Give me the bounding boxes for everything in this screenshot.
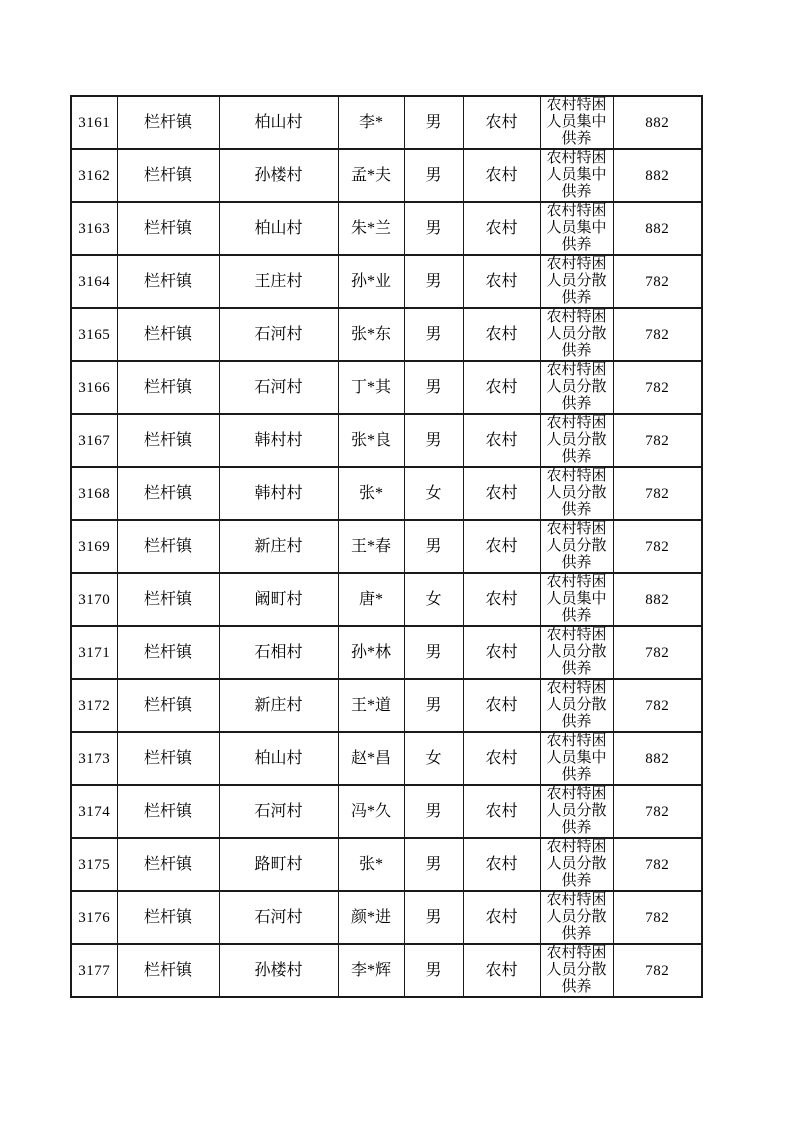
- cell-sequence-number: 3172: [71, 679, 117, 732]
- cell-person-name: 李*: [338, 96, 404, 149]
- cell-assistance-category: 农村特困人员分散供养: [540, 626, 613, 679]
- cell-assistance-category: 农村特困人员分散供养: [540, 785, 613, 838]
- table-row: [71, 520, 702, 573]
- table-row: [71, 149, 702, 202]
- table-row: [71, 891, 702, 944]
- cell-village: 石河村: [219, 891, 338, 944]
- cell-person-name: 赵*昌: [338, 732, 404, 785]
- table-row: [71, 679, 702, 732]
- cell-residence-type: 农村: [463, 467, 540, 520]
- cell-town: 栏杆镇: [117, 467, 219, 520]
- cell-residence-type: 农村: [463, 732, 540, 785]
- cell-sequence-number: 3164: [71, 255, 117, 308]
- cell-amount: 882: [613, 149, 702, 202]
- cell-village: 柏山村: [219, 96, 338, 149]
- cell-assistance-category: 农村特困人员分散供养: [540, 679, 613, 732]
- table-row: [71, 414, 702, 467]
- cell-residence-type: 农村: [463, 838, 540, 891]
- cell-village: 石河村: [219, 308, 338, 361]
- cell-assistance-category: 农村特困人员集中供养: [540, 96, 613, 149]
- cell-gender: 男: [404, 785, 463, 838]
- cell-residence-type: 农村: [463, 149, 540, 202]
- cell-gender: 男: [404, 944, 463, 997]
- cell-town: 栏杆镇: [117, 679, 219, 732]
- cell-village: 阚町村: [219, 573, 338, 626]
- cell-village: 石河村: [219, 361, 338, 414]
- table-row: [71, 785, 702, 838]
- cell-town: 栏杆镇: [117, 96, 219, 149]
- cell-person-name: 孙*林: [338, 626, 404, 679]
- cell-assistance-category: 农村特困人员分散供养: [540, 308, 613, 361]
- cell-amount: 782: [613, 944, 702, 997]
- cell-residence-type: 农村: [463, 626, 540, 679]
- cell-gender: 男: [404, 626, 463, 679]
- table-body: [71, 96, 702, 997]
- cell-gender: 男: [404, 308, 463, 361]
- cell-residence-type: 农村: [463, 308, 540, 361]
- cell-sequence-number: 3170: [71, 573, 117, 626]
- table-row: [71, 573, 702, 626]
- cell-person-name: 朱*兰: [338, 202, 404, 255]
- cell-sequence-number: 3175: [71, 838, 117, 891]
- cell-town: 栏杆镇: [117, 626, 219, 679]
- cell-amount: 782: [613, 361, 702, 414]
- cell-sequence-number: 3168: [71, 467, 117, 520]
- table-row: [71, 944, 702, 997]
- cell-town: 栏杆镇: [117, 785, 219, 838]
- cell-assistance-category: 农村特困人员分散供养: [540, 891, 613, 944]
- cell-town: 栏杆镇: [117, 202, 219, 255]
- cell-person-name: 丁*其: [338, 361, 404, 414]
- cell-residence-type: 农村: [463, 255, 540, 308]
- cell-amount: 882: [613, 732, 702, 785]
- cell-residence-type: 农村: [463, 96, 540, 149]
- cell-person-name: 孟*夫: [338, 149, 404, 202]
- cell-town: 栏杆镇: [117, 149, 219, 202]
- cell-assistance-category: 农村特困人员分散供养: [540, 361, 613, 414]
- cell-person-name: 张*东: [338, 308, 404, 361]
- cell-amount: 782: [613, 785, 702, 838]
- cell-village: 柏山村: [219, 732, 338, 785]
- cell-person-name: 唐*: [338, 573, 404, 626]
- cell-sequence-number: 3161: [71, 96, 117, 149]
- cell-town: 栏杆镇: [117, 520, 219, 573]
- cell-village: 柏山村: [219, 202, 338, 255]
- cell-village: 石河村: [219, 785, 338, 838]
- cell-residence-type: 农村: [463, 414, 540, 467]
- cell-town: 栏杆镇: [117, 838, 219, 891]
- cell-sequence-number: 3163: [71, 202, 117, 255]
- cell-town: 栏杆镇: [117, 308, 219, 361]
- cell-assistance-category: 农村特困人员分散供养: [540, 414, 613, 467]
- table-row: [71, 838, 702, 891]
- cell-amount: 782: [613, 891, 702, 944]
- cell-sequence-number: 3176: [71, 891, 117, 944]
- cell-person-name: 王*春: [338, 520, 404, 573]
- cell-residence-type: 农村: [463, 573, 540, 626]
- cell-person-name: 张*: [338, 838, 404, 891]
- cell-gender: 男: [404, 361, 463, 414]
- cell-sequence-number: 3174: [71, 785, 117, 838]
- cell-village: 韩村村: [219, 414, 338, 467]
- cell-sequence-number: 3169: [71, 520, 117, 573]
- cell-assistance-category: 农村特困人员集中供养: [540, 202, 613, 255]
- cell-village: 新庄村: [219, 679, 338, 732]
- cell-amount: 782: [613, 838, 702, 891]
- cell-town: 栏杆镇: [117, 573, 219, 626]
- cell-person-name: 张*: [338, 467, 404, 520]
- cell-residence-type: 农村: [463, 785, 540, 838]
- cell-person-name: 李*辉: [338, 944, 404, 997]
- cell-village: 孙楼村: [219, 149, 338, 202]
- cell-sequence-number: 3162: [71, 149, 117, 202]
- table-row: [71, 626, 702, 679]
- cell-gender: 女: [404, 732, 463, 785]
- cell-assistance-category: 农村特困人员分散供养: [540, 467, 613, 520]
- cell-amount: 882: [613, 202, 702, 255]
- table-row: [71, 202, 702, 255]
- cell-amount: 782: [613, 467, 702, 520]
- table-row: [71, 361, 702, 414]
- cell-sequence-number: 3166: [71, 361, 117, 414]
- cell-assistance-category: 农村特困人员集中供养: [540, 732, 613, 785]
- table-row: [71, 96, 702, 149]
- cell-residence-type: 农村: [463, 202, 540, 255]
- cell-assistance-category: 农村特困人员分散供养: [540, 520, 613, 573]
- cell-amount: 782: [613, 679, 702, 732]
- cell-person-name: 孙*业: [338, 255, 404, 308]
- cell-person-name: 王*道: [338, 679, 404, 732]
- cell-town: 栏杆镇: [117, 361, 219, 414]
- cell-residence-type: 农村: [463, 520, 540, 573]
- cell-residence-type: 农村: [463, 891, 540, 944]
- cell-amount: 782: [613, 414, 702, 467]
- cell-amount: 782: [613, 520, 702, 573]
- cell-gender: 男: [404, 891, 463, 944]
- cell-amount: 782: [613, 308, 702, 361]
- cell-residence-type: 农村: [463, 944, 540, 997]
- table-row: [71, 732, 702, 785]
- cell-gender: 男: [404, 255, 463, 308]
- table-row: [71, 467, 702, 520]
- cell-town: 栏杆镇: [117, 255, 219, 308]
- cell-assistance-category: 农村特困人员分散供养: [540, 838, 613, 891]
- records-table: [70, 95, 703, 998]
- cell-town: 栏杆镇: [117, 732, 219, 785]
- cell-gender: 男: [404, 520, 463, 573]
- cell-town: 栏杆镇: [117, 414, 219, 467]
- cell-village: 石相村: [219, 626, 338, 679]
- cell-sequence-number: 3167: [71, 414, 117, 467]
- cell-assistance-category: 农村特困人员分散供养: [540, 255, 613, 308]
- cell-sequence-number: 3177: [71, 944, 117, 997]
- cell-gender: 女: [404, 467, 463, 520]
- cell-town: 栏杆镇: [117, 891, 219, 944]
- cell-amount: 882: [613, 573, 702, 626]
- cell-sequence-number: 3165: [71, 308, 117, 361]
- cell-village: 韩村村: [219, 467, 338, 520]
- cell-assistance-category: 农村特困人员分散供养: [540, 944, 613, 997]
- cell-gender: 男: [404, 202, 463, 255]
- cell-amount: 782: [613, 255, 702, 308]
- cell-assistance-category: 农村特困人员集中供养: [540, 149, 613, 202]
- cell-gender: 男: [404, 149, 463, 202]
- cell-gender: 男: [404, 96, 463, 149]
- cell-amount: 882: [613, 96, 702, 149]
- cell-residence-type: 农村: [463, 679, 540, 732]
- cell-person-name: 张*良: [338, 414, 404, 467]
- cell-town: 栏杆镇: [117, 944, 219, 997]
- cell-residence-type: 农村: [463, 361, 540, 414]
- cell-gender: 男: [404, 838, 463, 891]
- cell-village: 新庄村: [219, 520, 338, 573]
- cell-village: 路町村: [219, 838, 338, 891]
- cell-sequence-number: 3173: [71, 732, 117, 785]
- cell-person-name: 冯*久: [338, 785, 404, 838]
- cell-assistance-category: 农村特困人员集中供养: [540, 573, 613, 626]
- cell-gender: 男: [404, 414, 463, 467]
- cell-village: 孙楼村: [219, 944, 338, 997]
- cell-amount: 782: [613, 626, 702, 679]
- cell-sequence-number: 3171: [71, 626, 117, 679]
- cell-village: 王庄村: [219, 255, 338, 308]
- table-row: [71, 255, 702, 308]
- cell-gender: 男: [404, 679, 463, 732]
- table-row: [71, 308, 702, 361]
- cell-person-name: 颜*进: [338, 891, 404, 944]
- cell-gender: 女: [404, 573, 463, 626]
